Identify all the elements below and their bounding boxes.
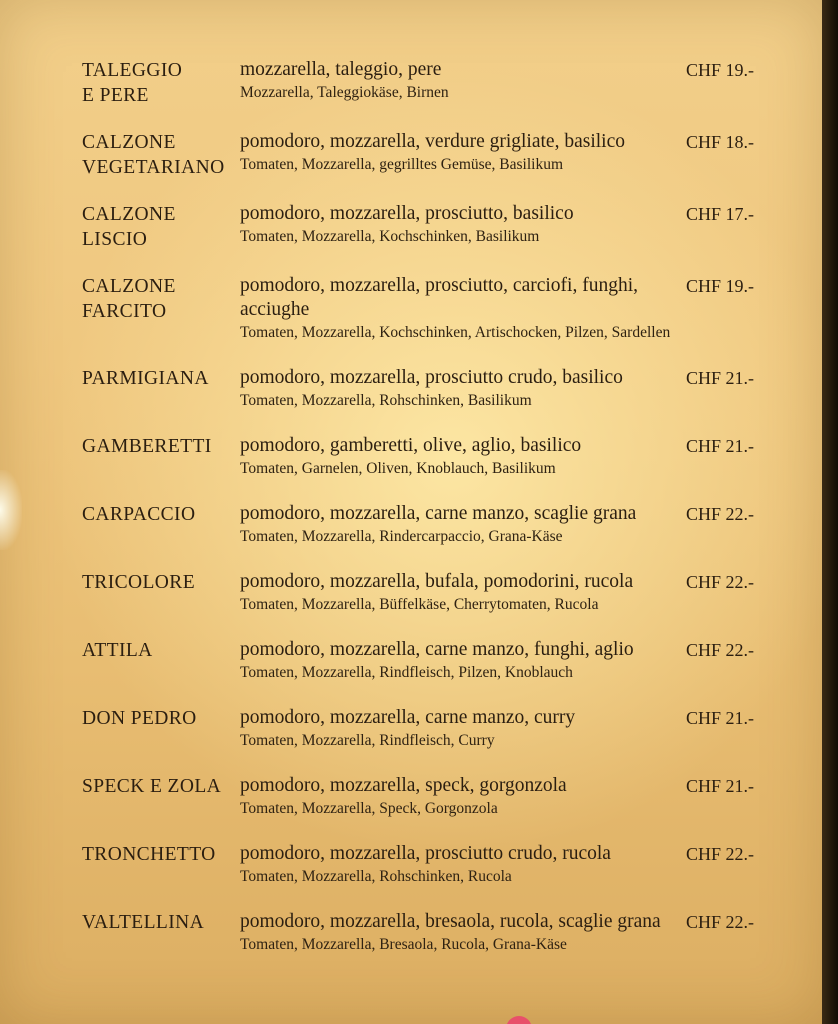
item-price: CHF 22.- xyxy=(685,844,754,864)
item-ingredients-italian: pomodoro, mozzarella, prosciutto, carciofi, funghi, acciughe xyxy=(240,275,638,320)
menu-item-calzone-liscio xyxy=(82,202,772,252)
item-ingredients-italian: pomodoro, mozzarella, carne manzo, curry xyxy=(240,707,576,728)
item-name: CALZONE VEGETARIANO xyxy=(82,132,225,178)
item-ingredients-german: Tomaten, Mozzarella, Rohschinken, Basilikum xyxy=(240,392,532,409)
menu-item-parmigiana xyxy=(82,366,772,412)
item-description xyxy=(240,202,676,252)
menu-item-carpaccio xyxy=(82,502,772,548)
item-name: PARMIGIANA xyxy=(82,368,209,389)
item-ingredients-italian: pomodoro, mozzarella, bresaola, rucola, scaglie grana xyxy=(240,911,661,932)
menu-item-attila xyxy=(82,638,772,684)
pizza-menu-list xyxy=(82,58,772,978)
item-description xyxy=(240,842,676,888)
item-ingredients-german: Tomaten, Mozzarella, Kochschinken, Artischocken, Pilzen, Sardellen xyxy=(240,324,671,341)
item-description xyxy=(240,774,676,820)
page-edge-shadow xyxy=(822,0,838,1024)
item-ingredients-italian: pomodoro, mozzarella, carne manzo, scaglie grana xyxy=(240,503,637,524)
item-description xyxy=(240,274,676,344)
item-name: GAMBERETTI xyxy=(82,436,212,457)
item-name: CALZONE LISCIO xyxy=(82,204,176,250)
menu-item-tricolore xyxy=(82,570,772,616)
menu-item-calzone-vegetariano xyxy=(82,130,772,180)
item-price: CHF 19.- xyxy=(685,60,754,80)
menu-item-taleggio-e-pere xyxy=(82,58,772,108)
menu-item-don-pedro xyxy=(82,706,772,752)
item-price: CHF 21.- xyxy=(685,776,754,796)
item-price: CHF 18.- xyxy=(685,132,754,152)
item-ingredients-german: Tomaten, Mozzarella, Rindercarpaccio, Grana-Käse xyxy=(240,528,563,545)
item-description xyxy=(240,910,676,956)
item-ingredients-italian: pomodoro, mozzarella, verdure grigliate, basilico xyxy=(240,131,625,152)
menu-item-gamberetti xyxy=(82,434,772,480)
item-price: CHF 17.- xyxy=(685,204,754,224)
item-ingredients-italian: pomodoro, mozzarella, prosciutto, basilico xyxy=(240,203,574,224)
item-name: CARPACCIO xyxy=(82,504,196,525)
light-glare xyxy=(0,470,22,550)
item-description xyxy=(240,58,676,108)
menu-item-speck-e-zola xyxy=(82,774,772,820)
item-ingredients-german: Tomaten, Mozzarella, Rohschinken, Rucola xyxy=(240,868,512,885)
item-ingredients-italian: mozzarella, taleggio, pere xyxy=(240,59,442,80)
item-ingredients-italian: pomodoro, mozzarella, carne manzo, funghi, aglio xyxy=(240,639,634,660)
item-price: CHF 21.- xyxy=(685,436,754,456)
item-description xyxy=(240,130,676,180)
item-ingredients-italian: pomodoro, mozzarella, prosciutto crudo, basilico xyxy=(240,367,623,388)
item-ingredients-german: Tomaten, Mozzarella, Büffelkäse, Cherrytomaten, Rucola xyxy=(240,596,599,613)
item-price: CHF 22.- xyxy=(685,572,754,592)
item-price: CHF 22.- xyxy=(685,640,754,660)
item-ingredients-italian: pomodoro, mozzarella, bufala, pomodorini, rucola xyxy=(240,571,634,592)
item-price: CHF 21.- xyxy=(685,708,754,728)
item-ingredients-german: Tomaten, Mozzarella, Speck, Gorgonzola xyxy=(240,800,498,817)
item-name: CALZONE FARCITO xyxy=(82,276,176,322)
item-name: ATTILA xyxy=(82,640,153,661)
item-ingredients-german: Tomaten, Mozzarella, Kochschinken, Basilikum xyxy=(240,228,540,245)
item-description xyxy=(240,706,676,752)
item-name: VALTELLINA xyxy=(82,912,205,933)
item-description xyxy=(240,366,676,412)
item-description xyxy=(240,570,676,616)
item-ingredients-german: Mozzarella, Taleggiokäse, Birnen xyxy=(240,84,449,101)
item-name: SPECK E ZOLA xyxy=(82,776,222,797)
item-ingredients-german: Tomaten, Mozzarella, gegrilltes Gemüse, Basilikum xyxy=(240,156,564,173)
item-name: TRONCHETTO xyxy=(82,844,216,865)
menu-item-tronchetto xyxy=(82,842,772,888)
item-ingredients-italian: pomodoro, gamberetti, olive, aglio, basilico xyxy=(240,435,582,456)
item-ingredients-german: Tomaten, Garnelen, Oliven, Knoblauch, Basilikum xyxy=(240,460,556,477)
item-description xyxy=(240,502,676,548)
item-description xyxy=(240,434,676,480)
item-ingredients-german: Tomaten, Mozzarella, Bresaola, Rucola, Grana-Käse xyxy=(240,936,567,953)
item-price: CHF 21.- xyxy=(685,368,754,388)
item-ingredients-italian: pomodoro, mozzarella, speck, gorgonzola xyxy=(240,775,567,796)
menu-item-valtellina xyxy=(82,910,772,956)
item-ingredients-italian: pomodoro, mozzarella, prosciutto crudo, rucola xyxy=(240,843,611,864)
item-ingredients-german: Tomaten, Mozzarella, Rindfleisch, Curry xyxy=(240,732,495,749)
menu-item-calzone-farcito xyxy=(82,274,772,344)
item-name: TALEGGIO E PERE xyxy=(82,60,183,106)
item-name: DON PEDRO xyxy=(82,708,197,729)
item-ingredients-german: Tomaten, Mozzarella, Rindfleisch, Pilzen, Knoblauch xyxy=(240,664,573,681)
item-price: CHF 22.- xyxy=(685,912,754,932)
item-description xyxy=(240,638,676,684)
item-price: CHF 19.- xyxy=(685,276,754,296)
item-name: TRICOLORE xyxy=(82,572,196,593)
item-price: CHF 22.- xyxy=(685,504,754,524)
